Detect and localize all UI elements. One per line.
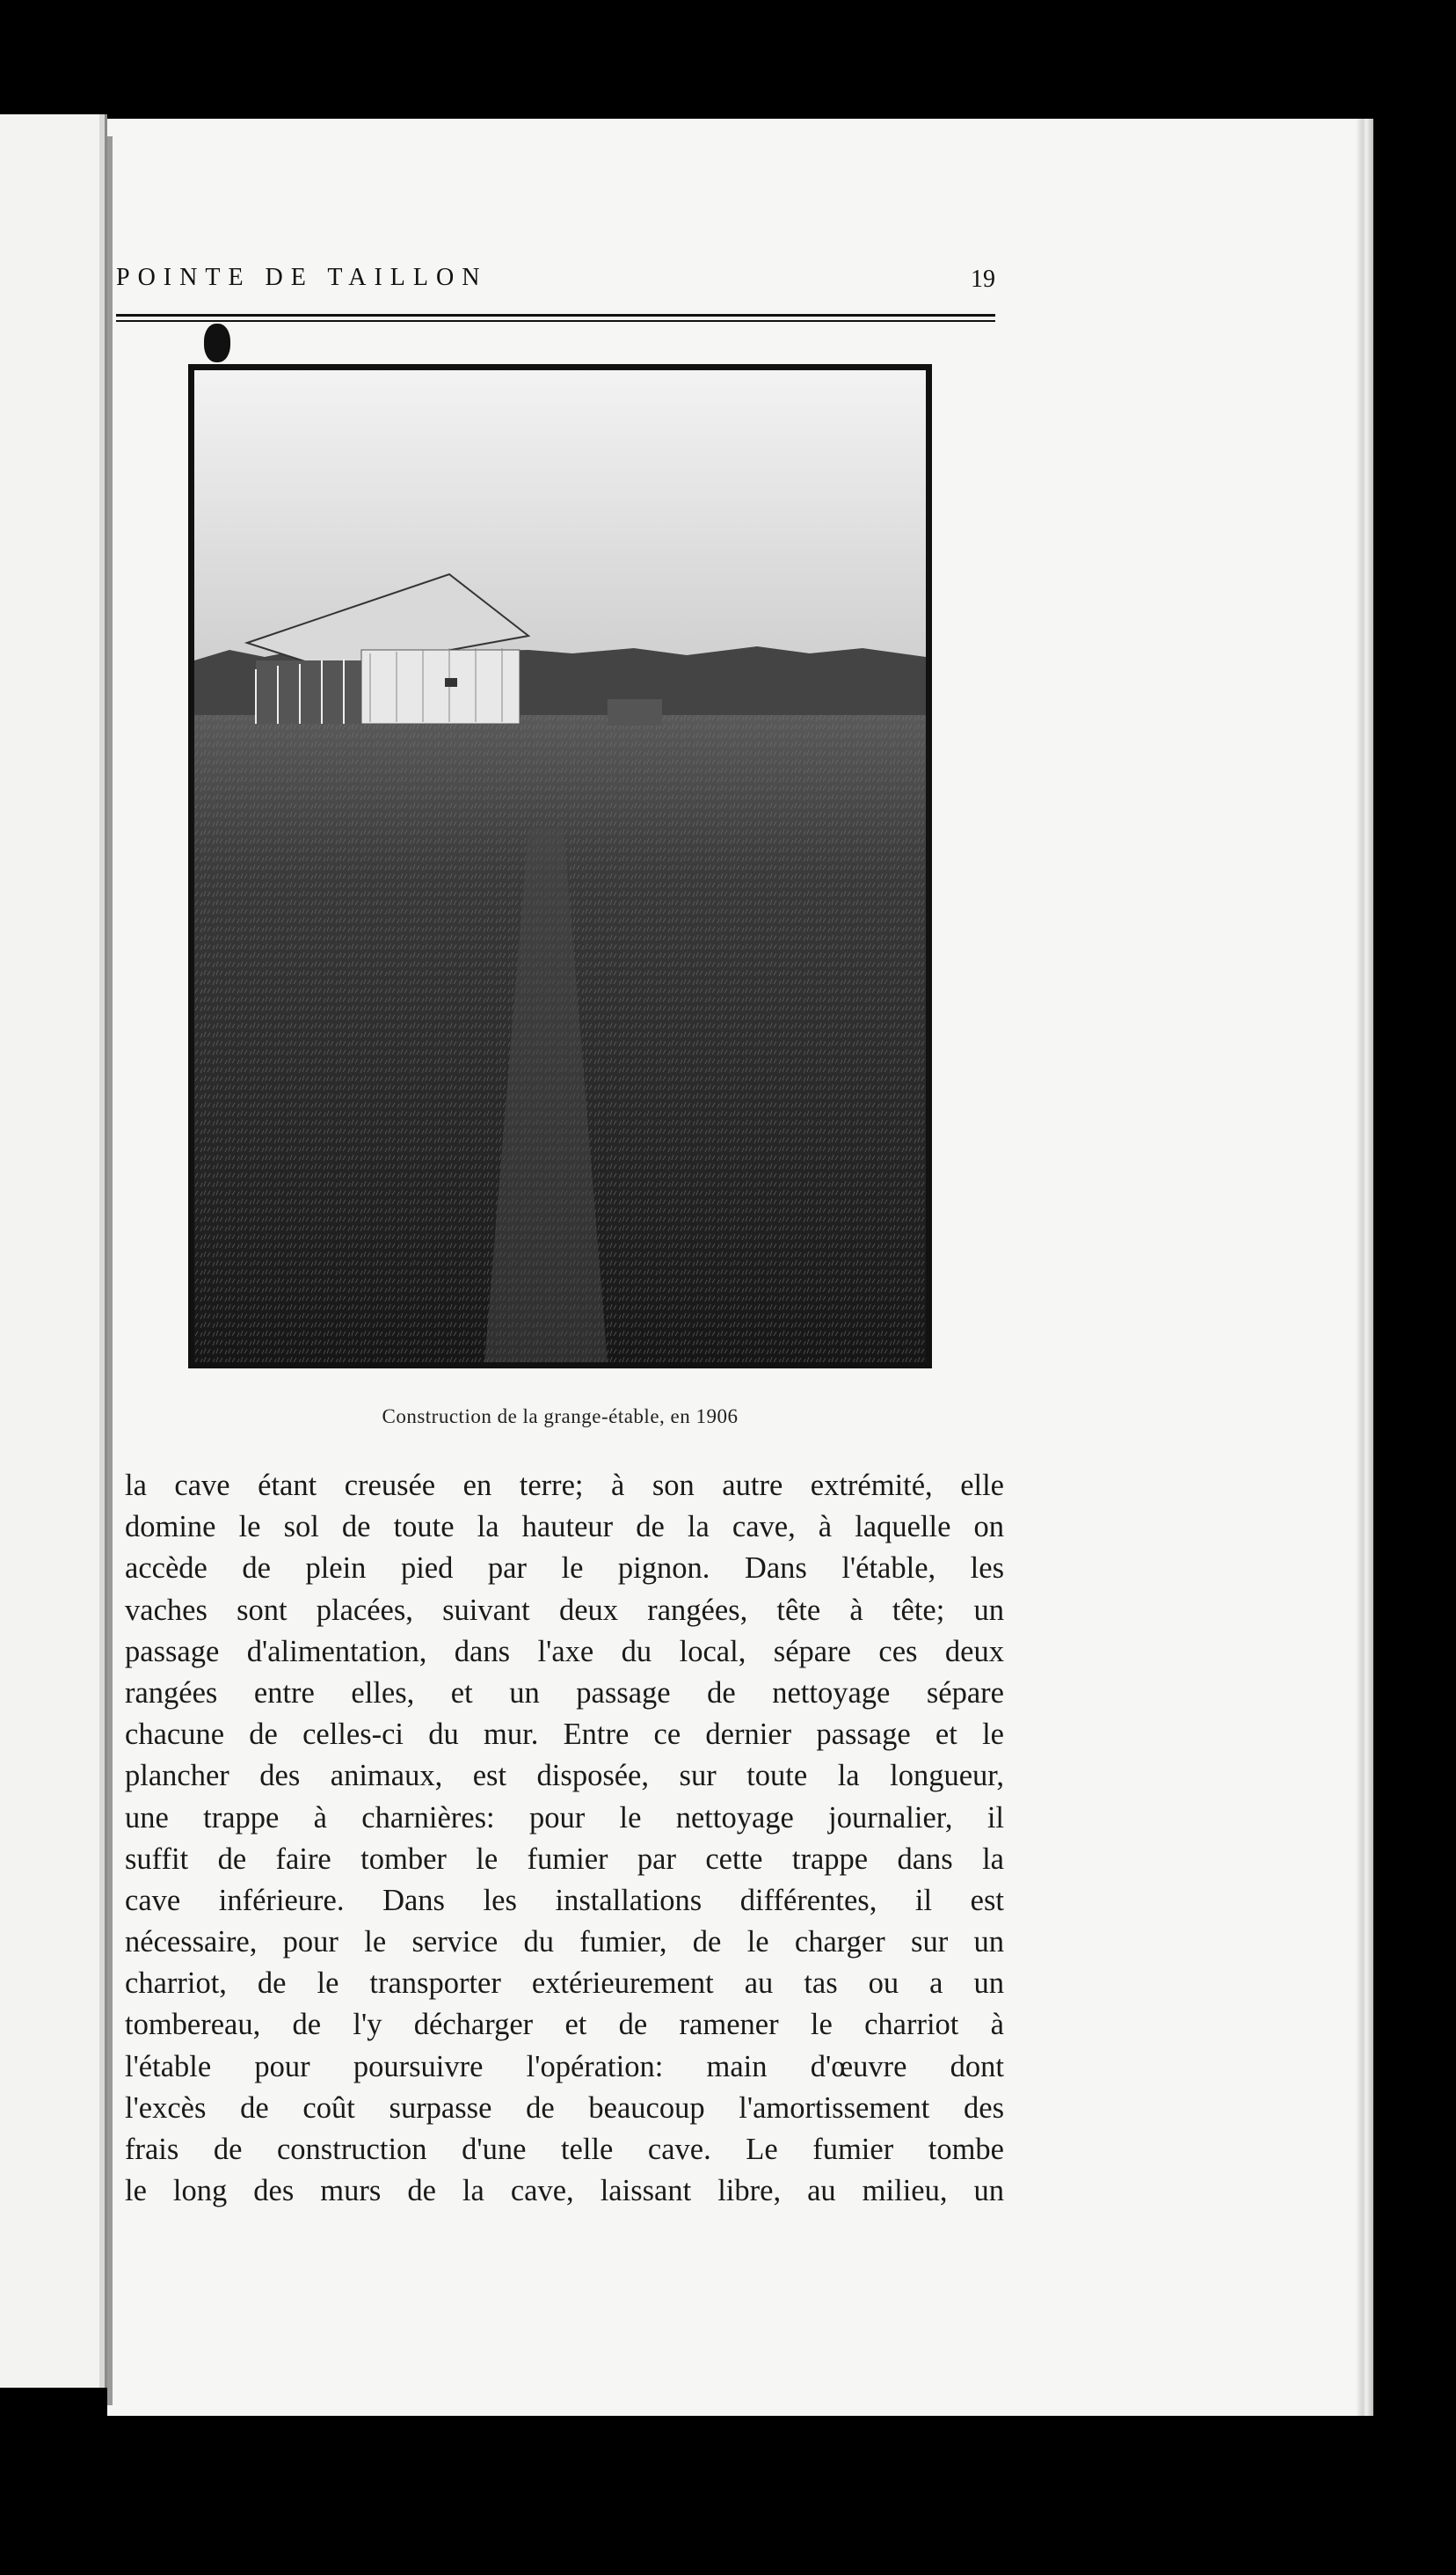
body-line: plancher des animaux, est disposée, sur toute la longueur, <box>125 1759 1004 1793</box>
body-line: chacune de celles-ci du mur. Entre ce dernier passage et le <box>125 1718 1004 1752</box>
header-rule-double <box>116 320 995 322</box>
page-number: 19 <box>971 266 995 293</box>
body-line: une trappe à charnières: pour le nettoyage journalier, il <box>125 1800 1004 1835</box>
page-stack-edge <box>1356 119 1373 2416</box>
figure-caption: Construction de la grange-étable, en 1906 <box>382 1405 739 1427</box>
body-line: accède de plein pied par le pignon. Dans l'étable, les <box>125 1551 1004 1586</box>
body-text <box>125 1465 1004 2212</box>
body-line: cave inférieure. Dans les installations différentes, il est <box>125 1883 1004 1917</box>
facing-page-edge <box>0 114 107 2388</box>
body-line: le long des murs de la cave, laissant libre, au milieu, un <box>125 2174 1004 2208</box>
body-line: passage d'alimentation, dans l'axe du local, sépare ces deux <box>125 1634 1004 1668</box>
body-line: vaches sont placées, suivant deux rangées, tête à tête; un <box>125 1593 1004 1627</box>
body-line: charriot, de le transporter extérieurement au tas ou a un <box>125 1966 1004 2001</box>
body-line: suffit de faire tomber le fumier par cette trappe dans la <box>125 1842 1004 1876</box>
body-line: la cave étant creusée en terre; à son autre extrémité, elle <box>125 1469 1004 1502</box>
body-line: l'excès de coût surpasse de beaucoup l'amortissement des <box>125 2090 1004 2125</box>
ink-blot <box>204 324 230 362</box>
body-line: rangées entre elles, et un passage de nettoyage sépare <box>125 1675 1004 1710</box>
body-line: nécessaire, pour le service du fumier, de le charger sur un <box>125 1925 1004 1959</box>
page-header <box>116 264 995 299</box>
body-line: l'étable pour poursuivre l'opération: main d'œuvre dont <box>125 2049 1004 2083</box>
body-line: tombereau, de l'y décharger et de ramener le charriot à <box>125 2008 1004 2042</box>
barn-photo-icon <box>194 370 926 1362</box>
body-line: frais de construction d'une telle cave. Le fumier tombe <box>125 2133 1004 2166</box>
page-gutter <box>107 136 113 2405</box>
header-rule <box>116 314 995 317</box>
body-line: domine le sol de toute la hauteur de la cave, à laquelle on <box>125 1510 1004 1544</box>
running-head: POINTE DE TAILLON <box>116 264 488 291</box>
photograph <box>188 364 932 1368</box>
